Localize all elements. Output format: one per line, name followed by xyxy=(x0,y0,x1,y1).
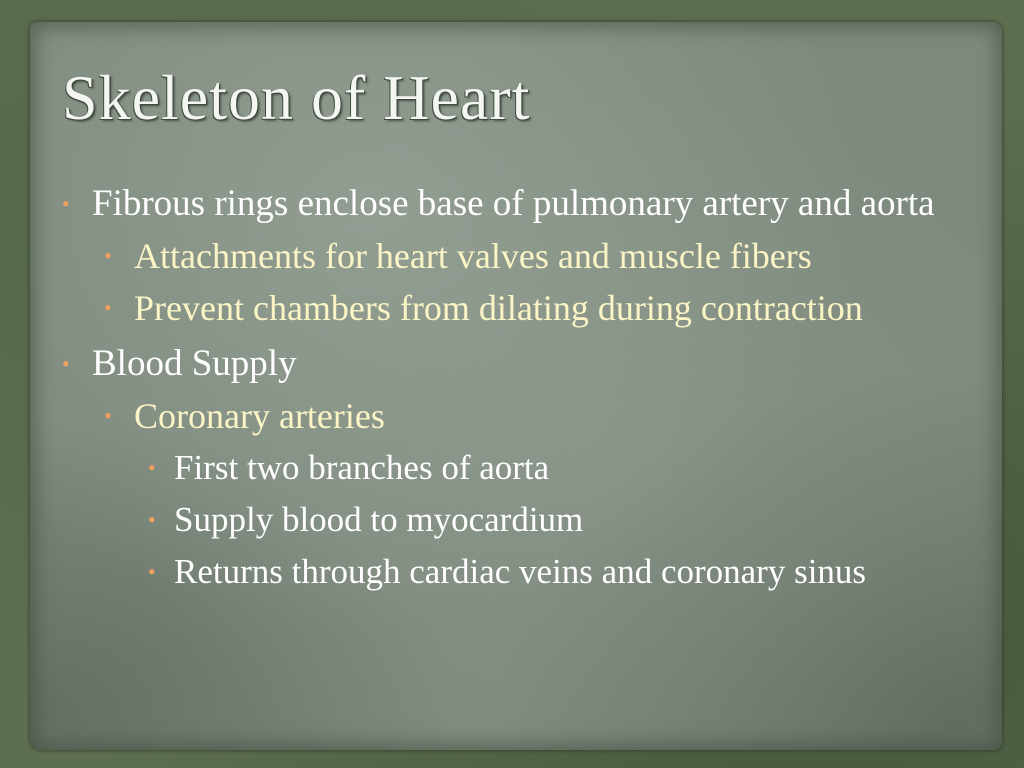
bullet-level2-prevent-dilating xyxy=(60,284,940,332)
bullet-level3-first-branches xyxy=(60,444,940,492)
bullet-text: Blood Supply xyxy=(92,343,297,384)
bullet-dot-icon: • xyxy=(104,403,112,428)
bullet-level2-attachments xyxy=(60,232,940,280)
bullet-text: Supply blood to myocardium xyxy=(174,500,584,539)
bullet-text: Returns through cardiac veins and coronary sinus xyxy=(174,552,867,591)
bullet-dot-icon: • xyxy=(148,455,156,480)
bullet-text: Coronary arteries xyxy=(134,396,385,436)
bullet-dot-icon: • xyxy=(62,191,70,216)
bullet-level3-supply-blood xyxy=(60,496,940,544)
slide-title: Skeleton of Heart xyxy=(62,62,531,133)
bullet-level1-blood-supply xyxy=(60,340,940,388)
bullet-dot-icon: • xyxy=(148,507,156,532)
bullet-level2-coronary-arteries xyxy=(60,392,940,440)
bullet-list xyxy=(60,178,940,596)
bullet-dot-icon: • xyxy=(104,295,112,320)
bullet-dot-icon: • xyxy=(62,351,70,376)
bullet-level1-fibrous-rings xyxy=(60,180,940,228)
bullet-text: First two branches of aorta xyxy=(174,448,550,487)
bullet-dot-icon: • xyxy=(148,559,156,584)
bullet-text: Fibrous rings enclose base of pulmonary artery and aorta xyxy=(92,183,935,224)
bullet-dot-icon: • xyxy=(104,243,112,268)
bullet-level3-returns xyxy=(60,548,940,596)
bullet-text: Attachments for heart valves and muscle fibers xyxy=(134,236,812,276)
spacer xyxy=(60,332,940,338)
bullet-text: Prevent chambers from dilating during contraction xyxy=(134,288,863,328)
